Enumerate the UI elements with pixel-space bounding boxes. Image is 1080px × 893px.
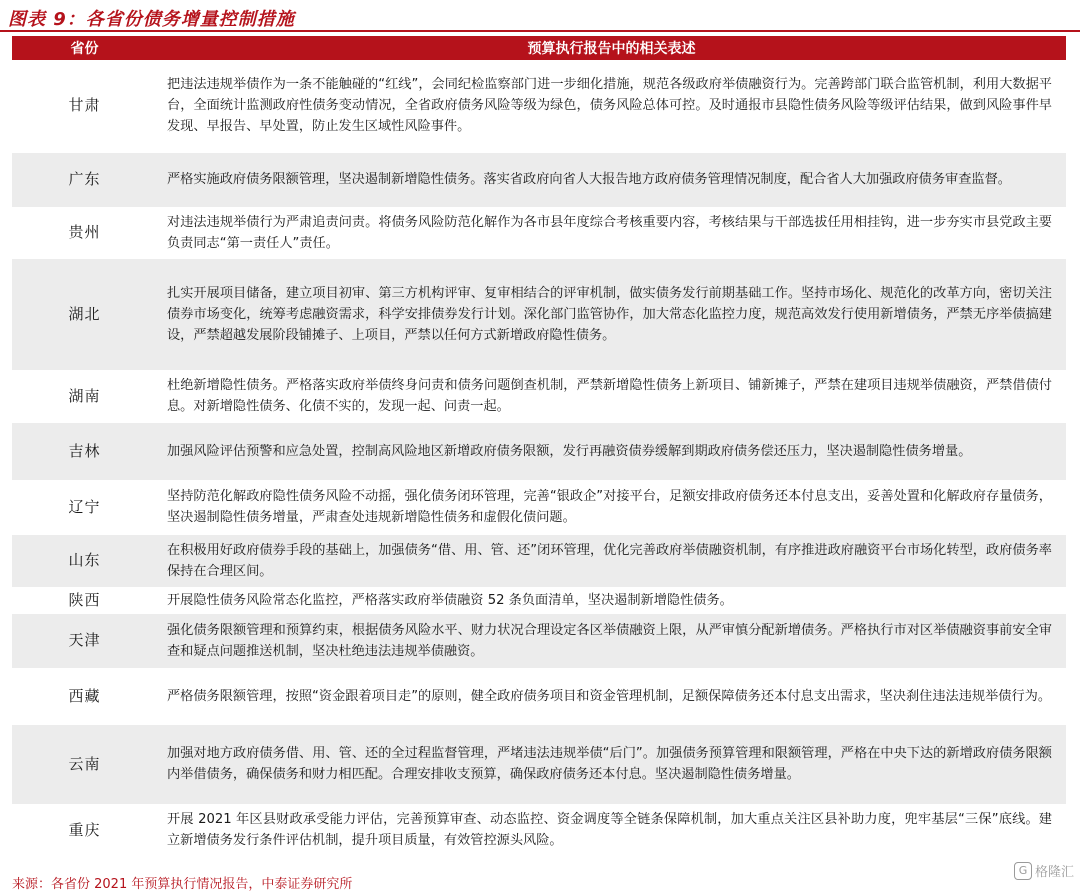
table-row [12,422,1066,480]
watermark [1014,861,1074,880]
header-description: 预算执行报告中的相关表述 [157,36,1066,60]
province-cell: 天津 [12,613,157,668]
description-cell: 在积极用好政府债券手段的基础上，加强债务“借、用、管、还”闭环管理，优化完善政府举债融资机制，有序推进政府融资平台市场化转型，政府债务率保持在合理区间。 [157,534,1066,587]
figure-title: 图表 9：各省份债务增量控制措施 [8,9,295,30]
table-row [12,207,1066,258]
table-row [12,668,1066,724]
province-cell: 辽宁 [12,480,157,534]
table-row [12,480,1066,534]
measures-table [12,36,1066,857]
description-cell: 严格债务限额管理，按照“资金跟着项目走”的原则，健全政府债务项目和资金管理机制，足额保障债务还本付息支出需求，坚决刹住违法违规举债行为。 [157,668,1066,724]
description-cell: 扎实开展项目储备，建立项目初审、第三方机构评审、复审相结合的评审机制，做实债务发行前期基础工作。坚持市场化、规范化的改革方向，密切关注债券市场变化，统筹考虑融资需求，科学安排债券发行计划。深化部门监管协作，加大常态化监控力度，规范高效发行使用新增债务，严禁无序举债搞建设，严禁超越发展阶段铺摊子、上项目，严禁以任何方式新增政府隐性债务。 [157,258,1066,370]
province-cell: 广东 [12,152,157,207]
province-cell: 甘肃 [12,60,157,152]
description-cell: 强化债务限额管理和预算约束，根据债务风险水平、财力状况合理设定各区举债融资上限，从严审慎分配新增债务。严格执行市对区举债融资事前安全审查和疑点问题推送机制，坚决杜绝违法违规举债融资。 [157,613,1066,668]
gelonghui-logo-icon: G [1014,862,1032,880]
description-cell: 对违法违规举债行为严肃追责问责。将债务风险防范化解作为各市县年度综合考核重要内容，考核结果与干部选拔任用相挂钩，进一步夯实市县党政主要负责同志“第一责任人”责任。 [157,207,1066,258]
table-header-row [12,36,1066,60]
description-cell: 加强风险评估预警和应急处置，控制高风险地区新增政府债务限额，发行再融资债券缓解到期政府债务偿还压力，坚决遏制隐性债务增量。 [157,422,1066,480]
table-row [12,534,1066,587]
province-cell: 西藏 [12,668,157,724]
description-cell: 开展隐性债务风险常态化监控，严格落实政府举债融资 52 条负面清单，坚决遏制新增隐性债务。 [157,587,1066,613]
table-row [12,587,1066,613]
table-row [12,258,1066,370]
title-bar [0,0,1080,32]
description-cell: 杜绝新增隐性债务。严格落实政府举债终身问责和债务问题倒查机制，严禁新增隐性债务上新项目、铺新摊子，严禁在建项目违规举债融资，严禁借债付息。对新增隐性债务、化债不实的，发现一起、问责一起。 [157,370,1066,422]
province-cell: 陕西 [12,587,157,613]
header-province: 省份 [12,36,157,60]
description-cell: 开展 2021 年区县财政承受能力评估，完善预算审查、动态监控、资金调度等全链条保障机制，加大重点关注区县补助力度，兜牢基层“三保”底线。建立新增债务发行条件评估机制，提升项目质量，有效管控源头风险。 [157,804,1066,856]
province-cell: 重庆 [12,804,157,856]
province-cell: 吉林 [12,422,157,480]
table-row [12,613,1066,668]
description-cell: 加强对地方政府债务借、用、管、还的全过程监督管理，严堵违法违规举债“后门”。加强债务预算管理和限额管理，严格在中央下达的新增政府债务限额内举借债务，确保债务和财力相匹配。合理安排收支预算，确保政府债务还本付息。坚决遏制隐性债务增量。 [157,724,1066,804]
table-row [12,724,1066,804]
table-row [12,370,1066,422]
province-cell: 湖南 [12,370,157,422]
description-cell: 坚持防范化解政府隐性债务风险不动摇，强化债务闭环管理，完善“银政企”对接平台，足额安排政府债务还本付息支出，妥善处置和化解政府存量债务，坚决遏制隐性债务增量，严肃查处违规新增隐性债务和虚假化债问题。 [157,480,1066,534]
watermark-text: 格隆汇 [1034,865,1074,880]
province-cell: 云南 [12,724,157,804]
table-row [12,804,1066,856]
table-row [12,60,1066,152]
description-cell: 把违法违规举债作为一条不能触碰的“红线”，会同纪检监察部门进一步细化措施，规范各级政府举债融资行为。完善跨部门联合监管机制，利用大数据平台，全面统计监测政府性债务变动情况，全省政府债务风险等级为绿色，债务风险总体可控。及时通报市县隐性债务风险等级评估结果，做到风险事件早发现、早报告、早处置，防止发生区域性风险事件。 [157,60,1066,152]
source-note: 来源：各省份 2021 年预算执行情况报告，中泰证券研究所 [12,877,353,892]
table-row [12,152,1066,207]
province-cell: 山东 [12,534,157,587]
description-cell: 严格实施政府债务限额管理，坚决遏制新增隐性债务。落实省政府向省人大报告地方政府债务管理情况制度，配合省人大加强政府债务审查监督。 [157,152,1066,207]
province-cell: 贵州 [12,207,157,258]
province-cell: 湖北 [12,258,157,370]
